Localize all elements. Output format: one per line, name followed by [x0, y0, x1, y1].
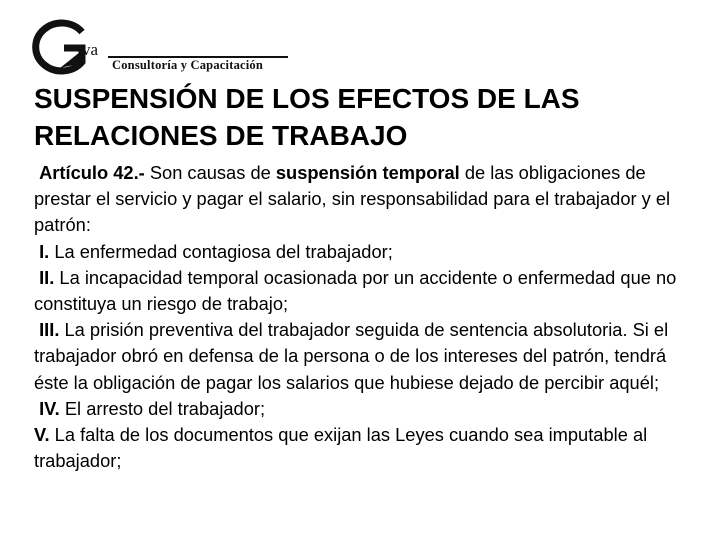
article-text-after: de las obligaciones de prestar el servicio y pagar el salario, sin responsabilidad para el trabajador y el patrón: — [34, 162, 671, 236]
item-text: La enfermedad contagiosa del trabajador; — [49, 240, 393, 262]
article-intro — [34, 160, 694, 239]
article-bold-phrase: suspensión temporal — [275, 162, 460, 183]
item-number: IV. — [39, 397, 60, 419]
item-number: II. — [39, 266, 55, 288]
item-text: El arresto del trabajador; — [59, 397, 266, 419]
article-label: Artículo 42.- — [39, 162, 145, 183]
item-number: V. — [34, 424, 50, 446]
article-text-before: Son causas de — [144, 162, 276, 183]
item-text: La incapacidad temporal ocasionada por un accidente o enfermedad que no constituya un riesgo de trabajo; — [34, 266, 677, 315]
logo-tagline: Consultoría y Capacitación — [112, 58, 264, 72]
list-item — [34, 317, 694, 396]
article-body — [34, 160, 694, 474]
list-item — [34, 396, 694, 422]
list-item — [34, 422, 694, 474]
list-item — [34, 239, 694, 265]
logo-letters: va — [82, 40, 99, 59]
item-number: III. — [39, 319, 60, 341]
page-title: SUSPENSIÓN DE LOS EFECTOS DE LAS RELACIONES DE TRABAJO — [34, 83, 580, 151]
company-logo — [20, 18, 280, 80]
item-text: La falta de los documentos que exijan las Leyes cuando sea imputable al trabajador; — [34, 424, 648, 472]
list-item — [34, 265, 694, 317]
item-number: I. — [39, 240, 50, 262]
item-text: La prisión preventiva del trabajador seguida de sentencia absolutoria. Si el trabajador obró en defensa de la persona o de los intereses del patrón, tendrá éste la obligación de pagar los salarios que hubiese dejado de percibir aquél; — [34, 319, 669, 393]
